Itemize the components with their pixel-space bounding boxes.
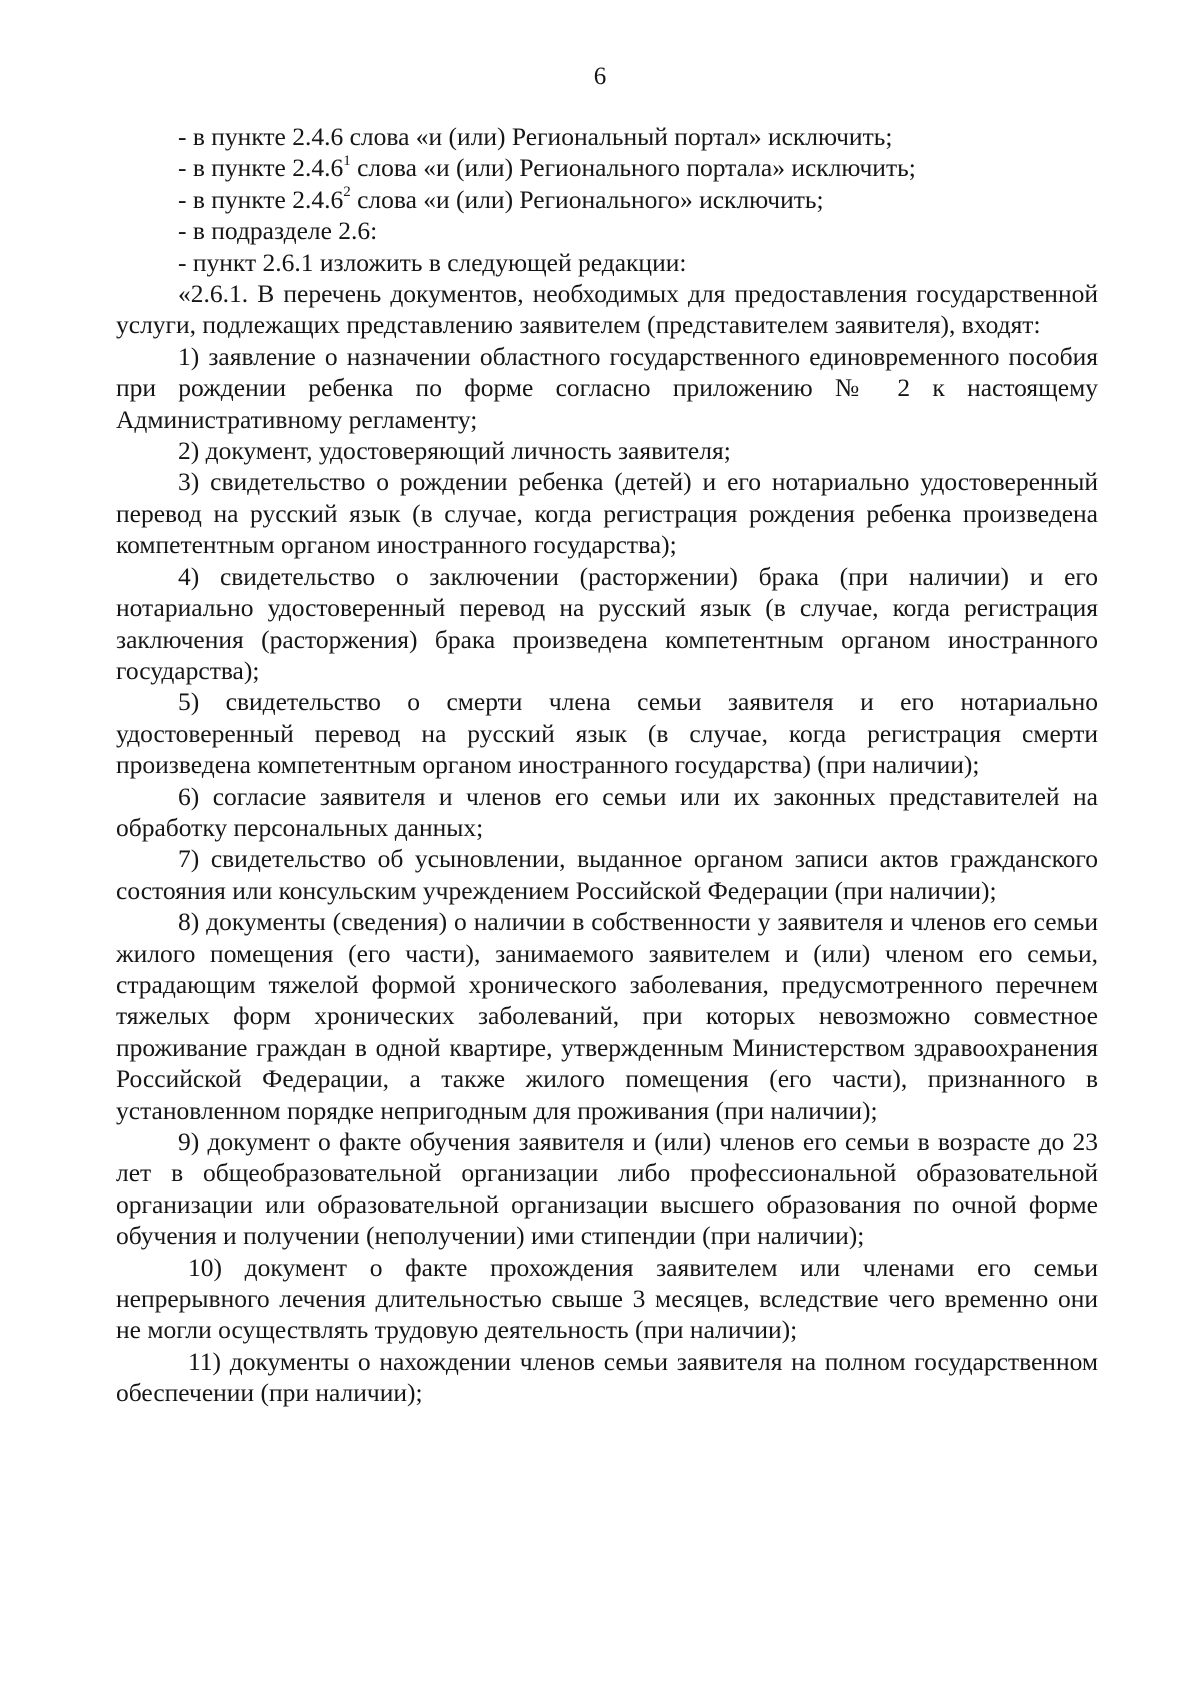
list-item-7: 7) свидетельство об усыновлении, выданное органом записи актов гражданского состояния или консульским учреждением Российской Федерации (при наличии); (116, 844, 1098, 905)
amendment-line-2-text: - в пункте 2.4.6 (178, 153, 344, 183)
amendment-line-5: - пункт 2.6.1 изложить в следующей редакции: (178, 247, 687, 277)
list-item-8: 8) документы (сведения) о наличии в собственности у заявителя и членов его семьи жилого помещения (его части), занимаемого заявителем и (или) членом его семьи, страдающим тяжелой формой хронического заболевания, предусмотренного перечнем тяжелых форм хронических заболеваний, при которых невозможно совместное проживание граждан в одной квартире, утвержденным Министерством здравоохранения Российской Федерации, а также жилого помещения (его части), признанного в установленном порядке непригодным для проживания (при наличии); (116, 907, 1098, 1125)
superscript-2: 2 (343, 184, 351, 201)
amendment-line-3-text: - в пункте 2.4.6 (178, 184, 344, 214)
list-item-9: 9) документ о факте обучения заявителя и (или) членов его семьи в возрасте до 23 лет в общеобразовательной организации либо профессиональной образовательной организации или образовательной организации высшего образования по очной форме обучения и получении (неполучении) ими стипендии (при наличии); (116, 1127, 1098, 1251)
list-item-4: 4) свидетельство о заключении (расторжении) брака (при наличии) и его нотариально удостоверенный перевод на русский язык (в случае, когда регистрация заключения (расторжения) брака произведена компетентным органом иностранного государства); (116, 561, 1098, 685)
list-item-6: 6) согласие заявителя и членов его семьи или их законных представителей на обработку персональных данных; (116, 781, 1098, 842)
amendment-line-2-tail: слова «и (или) Регионального портала» исключить; (350, 153, 916, 183)
superscript-1: 1 (343, 152, 351, 169)
list-item-10: 10) документ о факте прохождения заявителем или членами его семьи непрерывного лечения длительностью свыше 3 месяцев, вследствие чего временно они не могли осуществлять трудовую деятельность (при наличии); (116, 1252, 1098, 1345)
list-item-2: 2) документ, удостоверяющий личность заявителя; (178, 436, 731, 466)
clause-2-6-1-intro: «2.6.1. В перечень документов, необходимых для предоставления государственной услуги, подлежащих представлению заявителем (представителем заявителя), входят: (116, 279, 1098, 340)
list-item-1: 1) заявление о назначении областного государственного единовременного пособия при рождении ребенка по форме согласно приложению № 2 к настоящему Административному регламенту; (116, 341, 1098, 434)
amendment-line-1: - в пункте 2.4.6 слова «и (или) Региональный портал» исключить; (178, 122, 893, 151)
amendment-line-3 (116, 184, 1098, 215)
amendment-line-4: - в подразделе 2.6: (178, 216, 378, 246)
list-item-5: 5) свидетельство о смерти члена семьи заявителя и его нотариально удостоверенный перевод на русский язык (в случае, когда регистрация смерти произведена компетентным органом иностранного государства) (при наличии); (116, 687, 1098, 780)
page-number: 6 (593, 63, 607, 90)
list-item-11: 11) документы о нахождении членов семьи заявителя на полном государственном обеспечении (при наличии); (116, 1346, 1098, 1408)
amendment-line-2 (116, 152, 1098, 183)
document-body (116, 121, 1098, 1409)
list-item-3: 3) свидетельство о рождении ребенка (детей) и его нотариально удостоверенный перевод на русский язык (в случае, когда регистрация рождения ребенка произведена компетентным органом иностранного государства); (116, 467, 1098, 560)
amendment-line-3-tail: слова «и (или) Регионального» исключить; (350, 184, 824, 214)
